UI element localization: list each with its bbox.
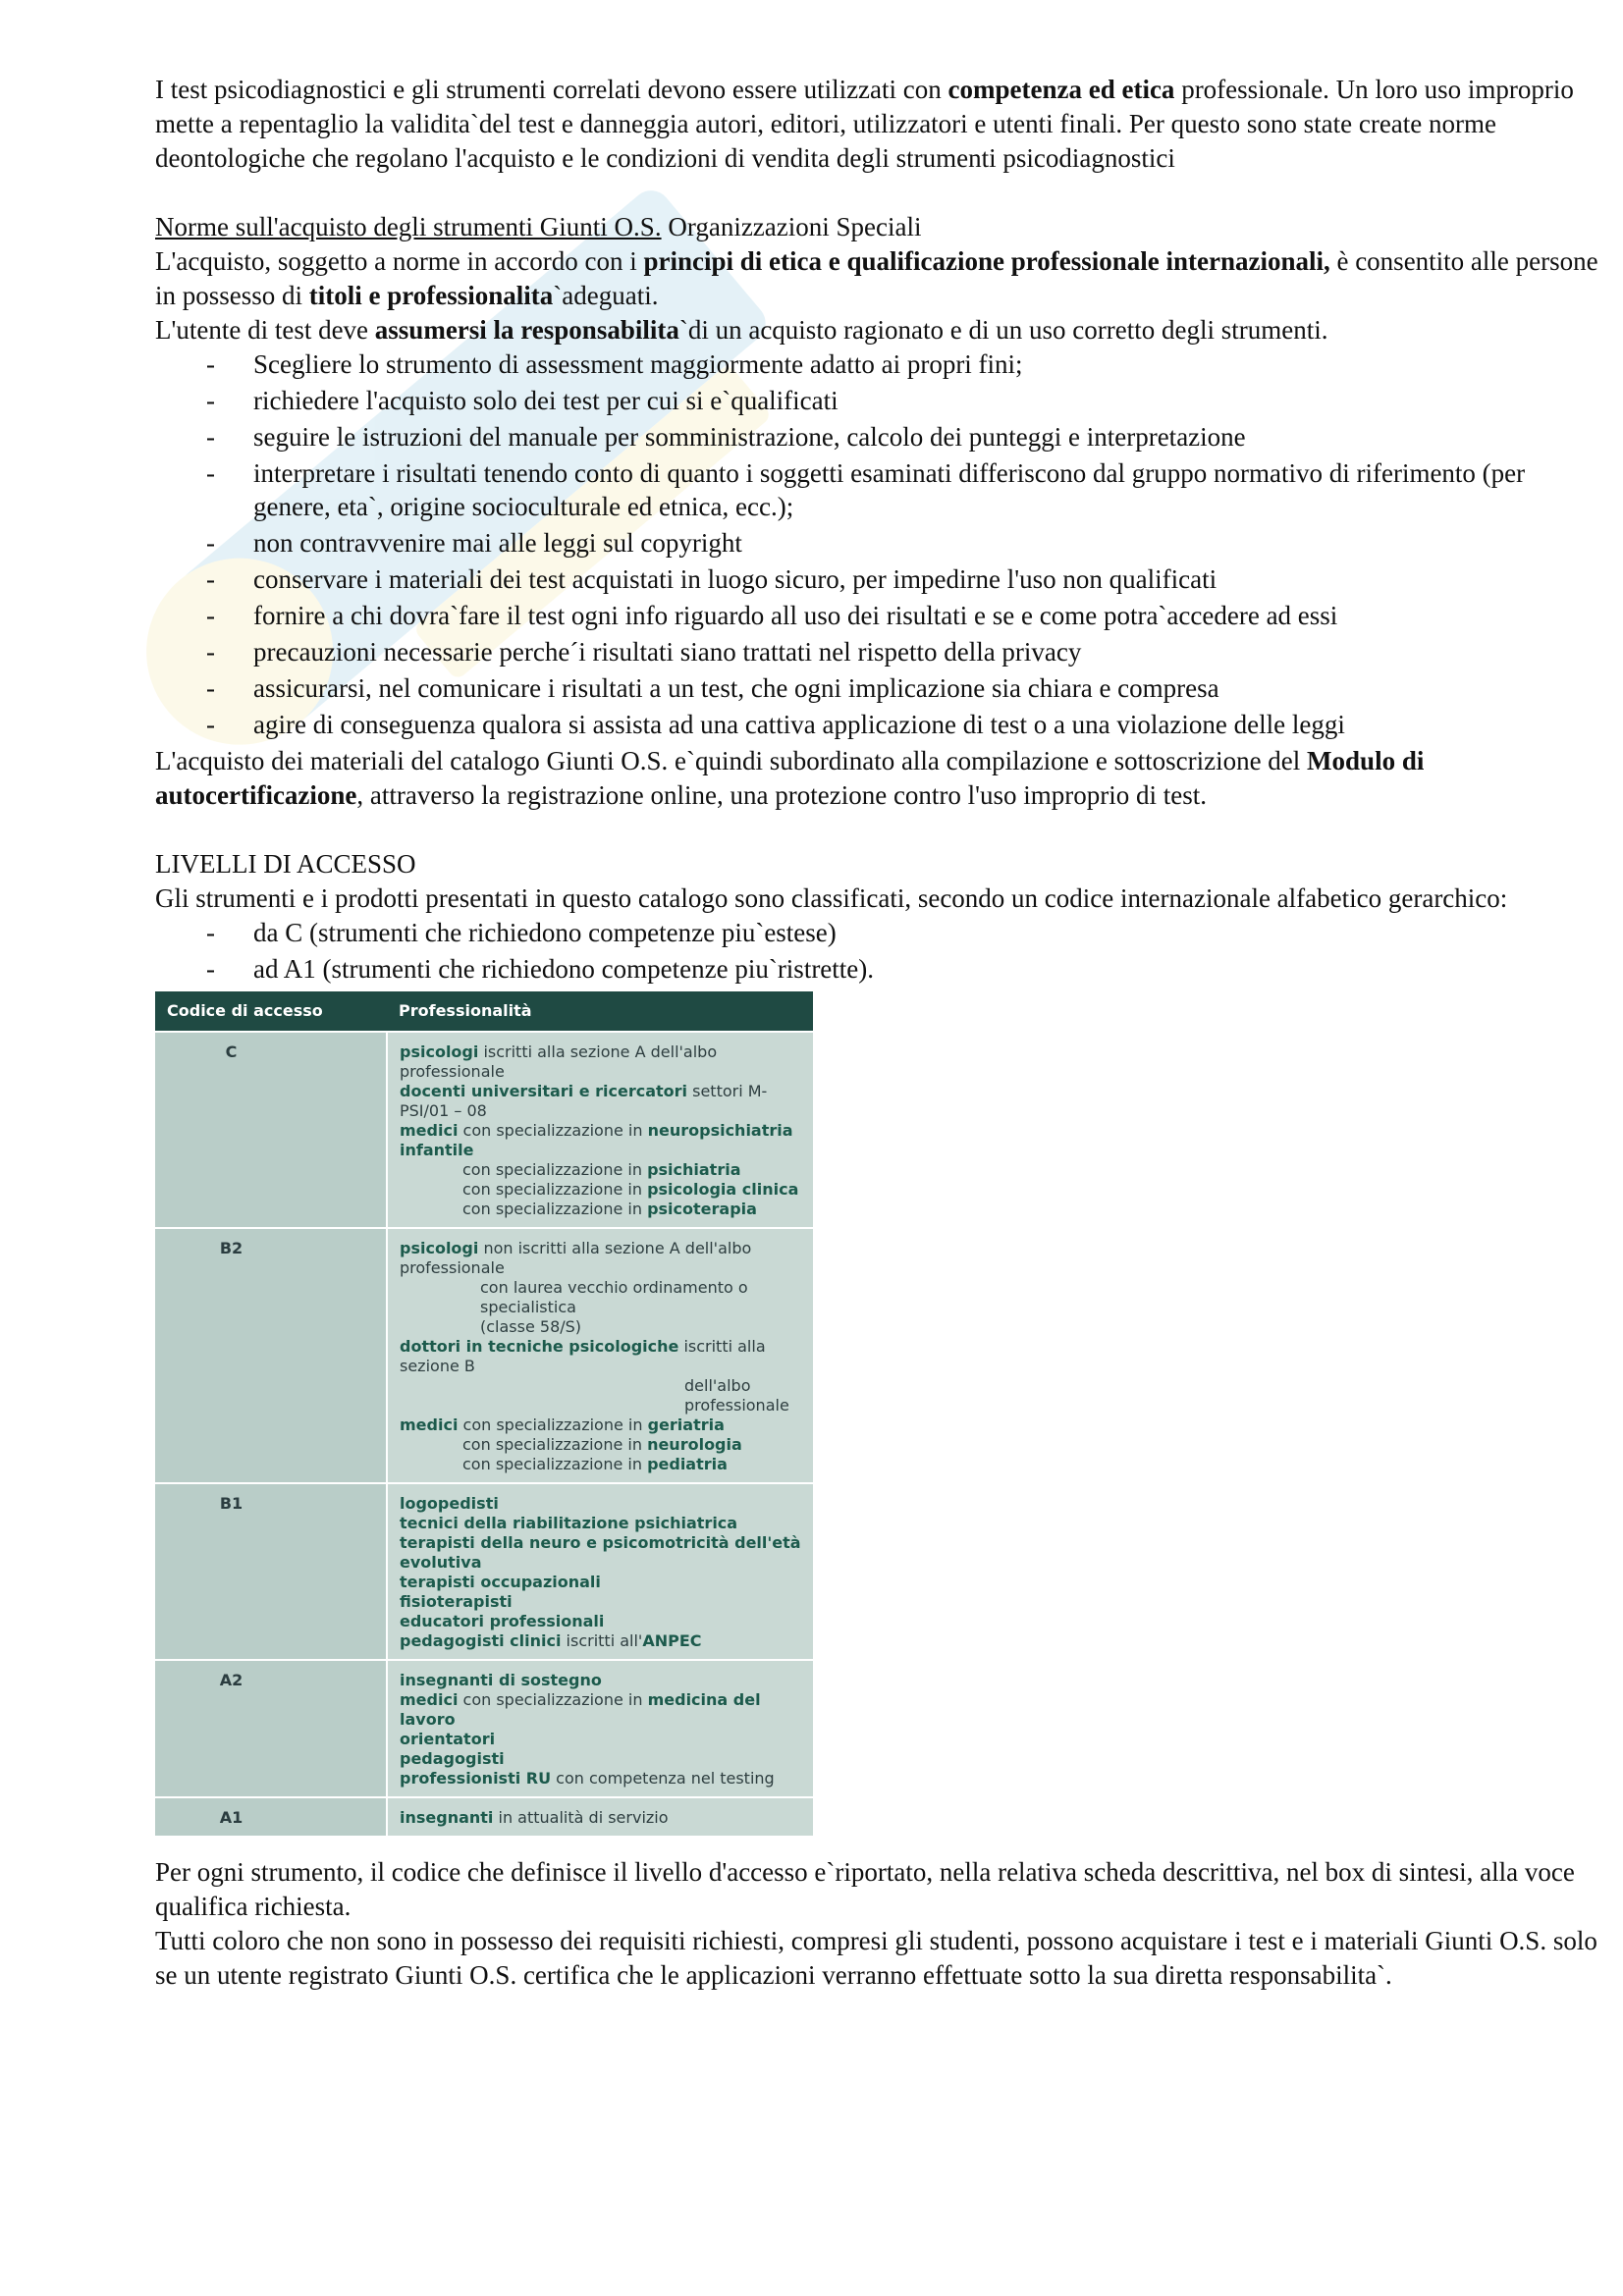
professional-note: con laurea vecchio ordinamento o specialistica bbox=[480, 1278, 748, 1316]
list-item: - fornire a chi dovra`fare il test ogni info riguardo all uso dei risultati e se e come potra`accedere ad essi bbox=[155, 599, 1598, 632]
table-row bbox=[155, 1483, 813, 1660]
professionalita-line bbox=[400, 1533, 801, 1573]
professional-note: iscritti alla sezione A dell'albo professionale bbox=[400, 1042, 718, 1081]
professionalita-line bbox=[400, 1749, 801, 1769]
professional-note: non iscritti alla sezione A dell'albo professionale bbox=[400, 1239, 752, 1277]
professional-note: settori M-PSI/01 – 08 bbox=[400, 1082, 768, 1120]
professionalita-cell bbox=[387, 1797, 813, 1836]
table-row bbox=[155, 1228, 813, 1483]
professionalita-line bbox=[400, 1690, 801, 1730]
professionalita-line bbox=[400, 1317, 801, 1337]
livelli-title: LIVELLI DI ACCESSO bbox=[155, 849, 416, 879]
table-row bbox=[155, 1797, 813, 1836]
professional-term: docenti universitari e ricercatori bbox=[400, 1082, 688, 1100]
access-code: B1 bbox=[155, 1483, 387, 1660]
access-code: A2 bbox=[155, 1660, 387, 1797]
professionalita-line bbox=[400, 1239, 801, 1278]
professional-note: con specializzazione in bbox=[462, 1160, 648, 1179]
professional-term: medici bbox=[400, 1415, 459, 1434]
professional-term: tecnici della riabilitazione psichiatrica bbox=[400, 1514, 738, 1532]
professionalita-line bbox=[400, 1455, 801, 1474]
specialization-term: psicoterapia bbox=[647, 1200, 757, 1218]
professional-note: con specializzazione in bbox=[458, 1121, 648, 1140]
professional-note: con specializzazione in bbox=[462, 1180, 648, 1199]
professional-term: terapisti della neuro e psicomotricità dell'età evolutiva bbox=[400, 1533, 801, 1572]
professionalita-line bbox=[400, 1082, 801, 1121]
table-row bbox=[155, 1660, 813, 1797]
professional-term: pedagogisti clinici bbox=[400, 1631, 562, 1650]
professionalita-line bbox=[400, 1121, 801, 1160]
livelli-list bbox=[155, 916, 1598, 986]
list-item: - non contravvenire mai alle leggi sul copyright bbox=[155, 526, 1598, 560]
professional-term: dottori in tecniche psicologiche bbox=[400, 1337, 679, 1356]
professionalita-cell bbox=[387, 1032, 813, 1228]
professional-note: dell'albo professionale bbox=[684, 1376, 789, 1415]
professionalita-line bbox=[400, 1494, 801, 1514]
professionalita-line bbox=[400, 1200, 801, 1219]
specialization-term: neuropsichiatria infantile bbox=[400, 1121, 793, 1159]
professional-term: psicologi bbox=[400, 1042, 479, 1061]
professional-note: con specializzazione in bbox=[462, 1435, 648, 1454]
specialization-term: psichiatria bbox=[647, 1160, 741, 1179]
professional-note: iscritti all' bbox=[561, 1631, 643, 1650]
list-item: - da C (strumenti che richiedono competenze piu`estese) bbox=[155, 916, 1598, 949]
professional-term: medici bbox=[400, 1690, 459, 1709]
list-item: - precauzioni necessarie perche´i risultati siano trattati nel rispetto della privacy bbox=[155, 635, 1598, 668]
professionalita-line bbox=[400, 1042, 801, 1082]
professionalita-line bbox=[400, 1730, 801, 1749]
professional-term: terapisti occupazionali bbox=[400, 1573, 601, 1591]
professionalita-line bbox=[400, 1337, 801, 1376]
specialization-term: neurologia bbox=[647, 1435, 742, 1454]
professionalita-cell bbox=[387, 1228, 813, 1483]
professionalita-line bbox=[400, 1376, 801, 1415]
professionalita-line bbox=[400, 1631, 801, 1651]
professional-term: pedagogisti bbox=[400, 1749, 505, 1768]
list-item: - richiedere l'acquisto solo dei test per cui si e`qualificati bbox=[155, 384, 1598, 417]
closing-paragraph-1: Per ogni strumento, il codice che definisce il livello d'accesso e`riportato, nella relativa scheda descrittiva, nel box di sintesi, alla voce qualifica richiesta. bbox=[155, 1857, 1575, 1921]
access-code: A1 bbox=[155, 1797, 387, 1836]
professional-note: (classe 58/S) bbox=[480, 1317, 582, 1336]
professional-note: con competenza nel testing bbox=[551, 1769, 775, 1788]
professional-note: con specializzazione in bbox=[458, 1415, 648, 1434]
access-levels-table bbox=[155, 991, 813, 1836]
professional-term: orientatori bbox=[400, 1730, 496, 1748]
professional-note: con specializzazione in bbox=[462, 1455, 648, 1473]
professional-term: logopedisti bbox=[400, 1494, 499, 1513]
professionalita-line bbox=[400, 1671, 801, 1690]
document-page bbox=[155, 73, 1598, 1993]
header-professionalita: Professionalità bbox=[387, 991, 813, 1032]
access-code: C bbox=[155, 1032, 387, 1228]
list-item: - agire di conseguenza qualora si assista ad una cattiva applicazione di test o a una violazione delle leggi bbox=[155, 708, 1598, 741]
professionalita-line bbox=[400, 1435, 801, 1455]
professional-term: psicologi bbox=[400, 1239, 479, 1257]
professionalita-cell bbox=[387, 1660, 813, 1797]
professional-note: iscritti alla sezione B bbox=[400, 1337, 766, 1375]
norme-list bbox=[155, 347, 1598, 741]
professional-note: con specializzazione in bbox=[458, 1690, 648, 1709]
professionalita-line bbox=[400, 1415, 801, 1435]
list-item: - ad A1 (strumenti che richiedono competenze piu`ristrette). bbox=[155, 952, 1598, 986]
norme-paragraph-2: L'utente di test deve assumersi la responsabilita`di un acquisto ragionato e di un uso corretto degli strumenti. bbox=[155, 315, 1328, 345]
professionalita-line bbox=[400, 1592, 801, 1612]
specialization-term: pediatria bbox=[647, 1455, 728, 1473]
professionalita-line bbox=[400, 1808, 801, 1828]
professionalita-line bbox=[400, 1278, 801, 1317]
professional-term: fisioterapisti bbox=[400, 1592, 513, 1611]
list-item: - conservare i materiali dei test acquistati in luogo sicuro, per impedirne l'uso non qualificati bbox=[155, 562, 1598, 596]
specialization-term: medicina del lavoro bbox=[400, 1690, 761, 1729]
list-item: - assicurarsi, nel comunicare i risultati a un test, che ogni implicazione sia chiara e compresa bbox=[155, 671, 1598, 705]
livelli-paragraph: Gli strumenti e i prodotti presentati in questo catalogo sono classificati, secondo un codice internazionale alfabetico gerarchico: bbox=[155, 883, 1508, 913]
closing-paragraph-2: Tutti coloro che non sono in possesso dei requisiti richiesti, compresi gli studenti, possono acquistare i test e i materiali Giunti O.S. solo se un utente registrato Giunti O.S. certifica che le applicazioni verranno effettuate sotto la sua diretta responsabilita`. bbox=[155, 1926, 1597, 1990]
professionalita-line bbox=[400, 1180, 801, 1200]
professional-term: educatori professionali bbox=[400, 1612, 605, 1630]
professionalita-line bbox=[400, 1612, 801, 1631]
norme-paragraph-3: L'acquisto dei materiali del catalogo Giunti O.S. e`quindi subordinato alla compilazione e sottoscrizione del Modulo di autocertificazione, attraverso la registrazione online, una protezione contro l'uso improprio di test. bbox=[155, 746, 1425, 810]
professionalita-line bbox=[400, 1573, 801, 1592]
access-code: B2 bbox=[155, 1228, 387, 1483]
specialization-term: ANPEC bbox=[642, 1631, 702, 1650]
professional-note: con specializzazione in bbox=[462, 1200, 648, 1218]
professionalita-cell bbox=[387, 1483, 813, 1660]
list-item: - seguire le istruzioni del manuale per somministrazione, calcolo dei punteggi e interpretazione bbox=[155, 420, 1598, 454]
professionalita-line bbox=[400, 1514, 801, 1533]
table-body bbox=[155, 1032, 813, 1836]
professional-term: insegnanti bbox=[400, 1808, 494, 1827]
specialization-term: geriatria bbox=[647, 1415, 725, 1434]
norme-paragraph-1: L'acquisto, soggetto a norme in accordo con i principi di etica e qualificazione professionale internazionali, è consentito alle persone in possesso di titoli e professionalita`adeguati. bbox=[155, 246, 1598, 310]
norme-title: Norme sull'acquisto degli strumenti Giunti O.S. Organizzazioni Speciali bbox=[155, 212, 922, 241]
professionalita-line bbox=[400, 1160, 801, 1180]
header-code: Codice di accesso bbox=[155, 991, 387, 1032]
table-row bbox=[155, 1032, 813, 1228]
professional-term: medici bbox=[400, 1121, 459, 1140]
professional-term: professionisti RU bbox=[400, 1769, 552, 1788]
professional-term: insegnanti di sostegno bbox=[400, 1671, 602, 1689]
list-item: - Scegliere lo strumento di assessment maggiormente adatto ai propri fini; bbox=[155, 347, 1598, 381]
intro-paragraph: I test psicodiagnostici e gli strumenti correlati devono essere utilizzati con competenza ed etica professionale. Un loro uso improprio mette a repentaglio la validita`del test e danneggia autori, editori, utilizzatori e utenti finali. Per questo sono state create norme deontologiche che regolano l'acquisto e le condizioni di vendita degli strumenti psicodiagnostici bbox=[155, 75, 1574, 173]
professional-note: in attualità di servizio bbox=[493, 1808, 669, 1827]
table-header-row bbox=[155, 991, 813, 1032]
list-item: - interpretare i risultati tenendo conto di quanto i soggetti esaminati differiscono dal gruppo normativo di riferimento (per genere, eta`, origine socioculturale ed etnica, ecc.); bbox=[155, 456, 1598, 523]
specialization-term: psicologia clinica bbox=[647, 1180, 799, 1199]
professionalita-line bbox=[400, 1769, 801, 1789]
